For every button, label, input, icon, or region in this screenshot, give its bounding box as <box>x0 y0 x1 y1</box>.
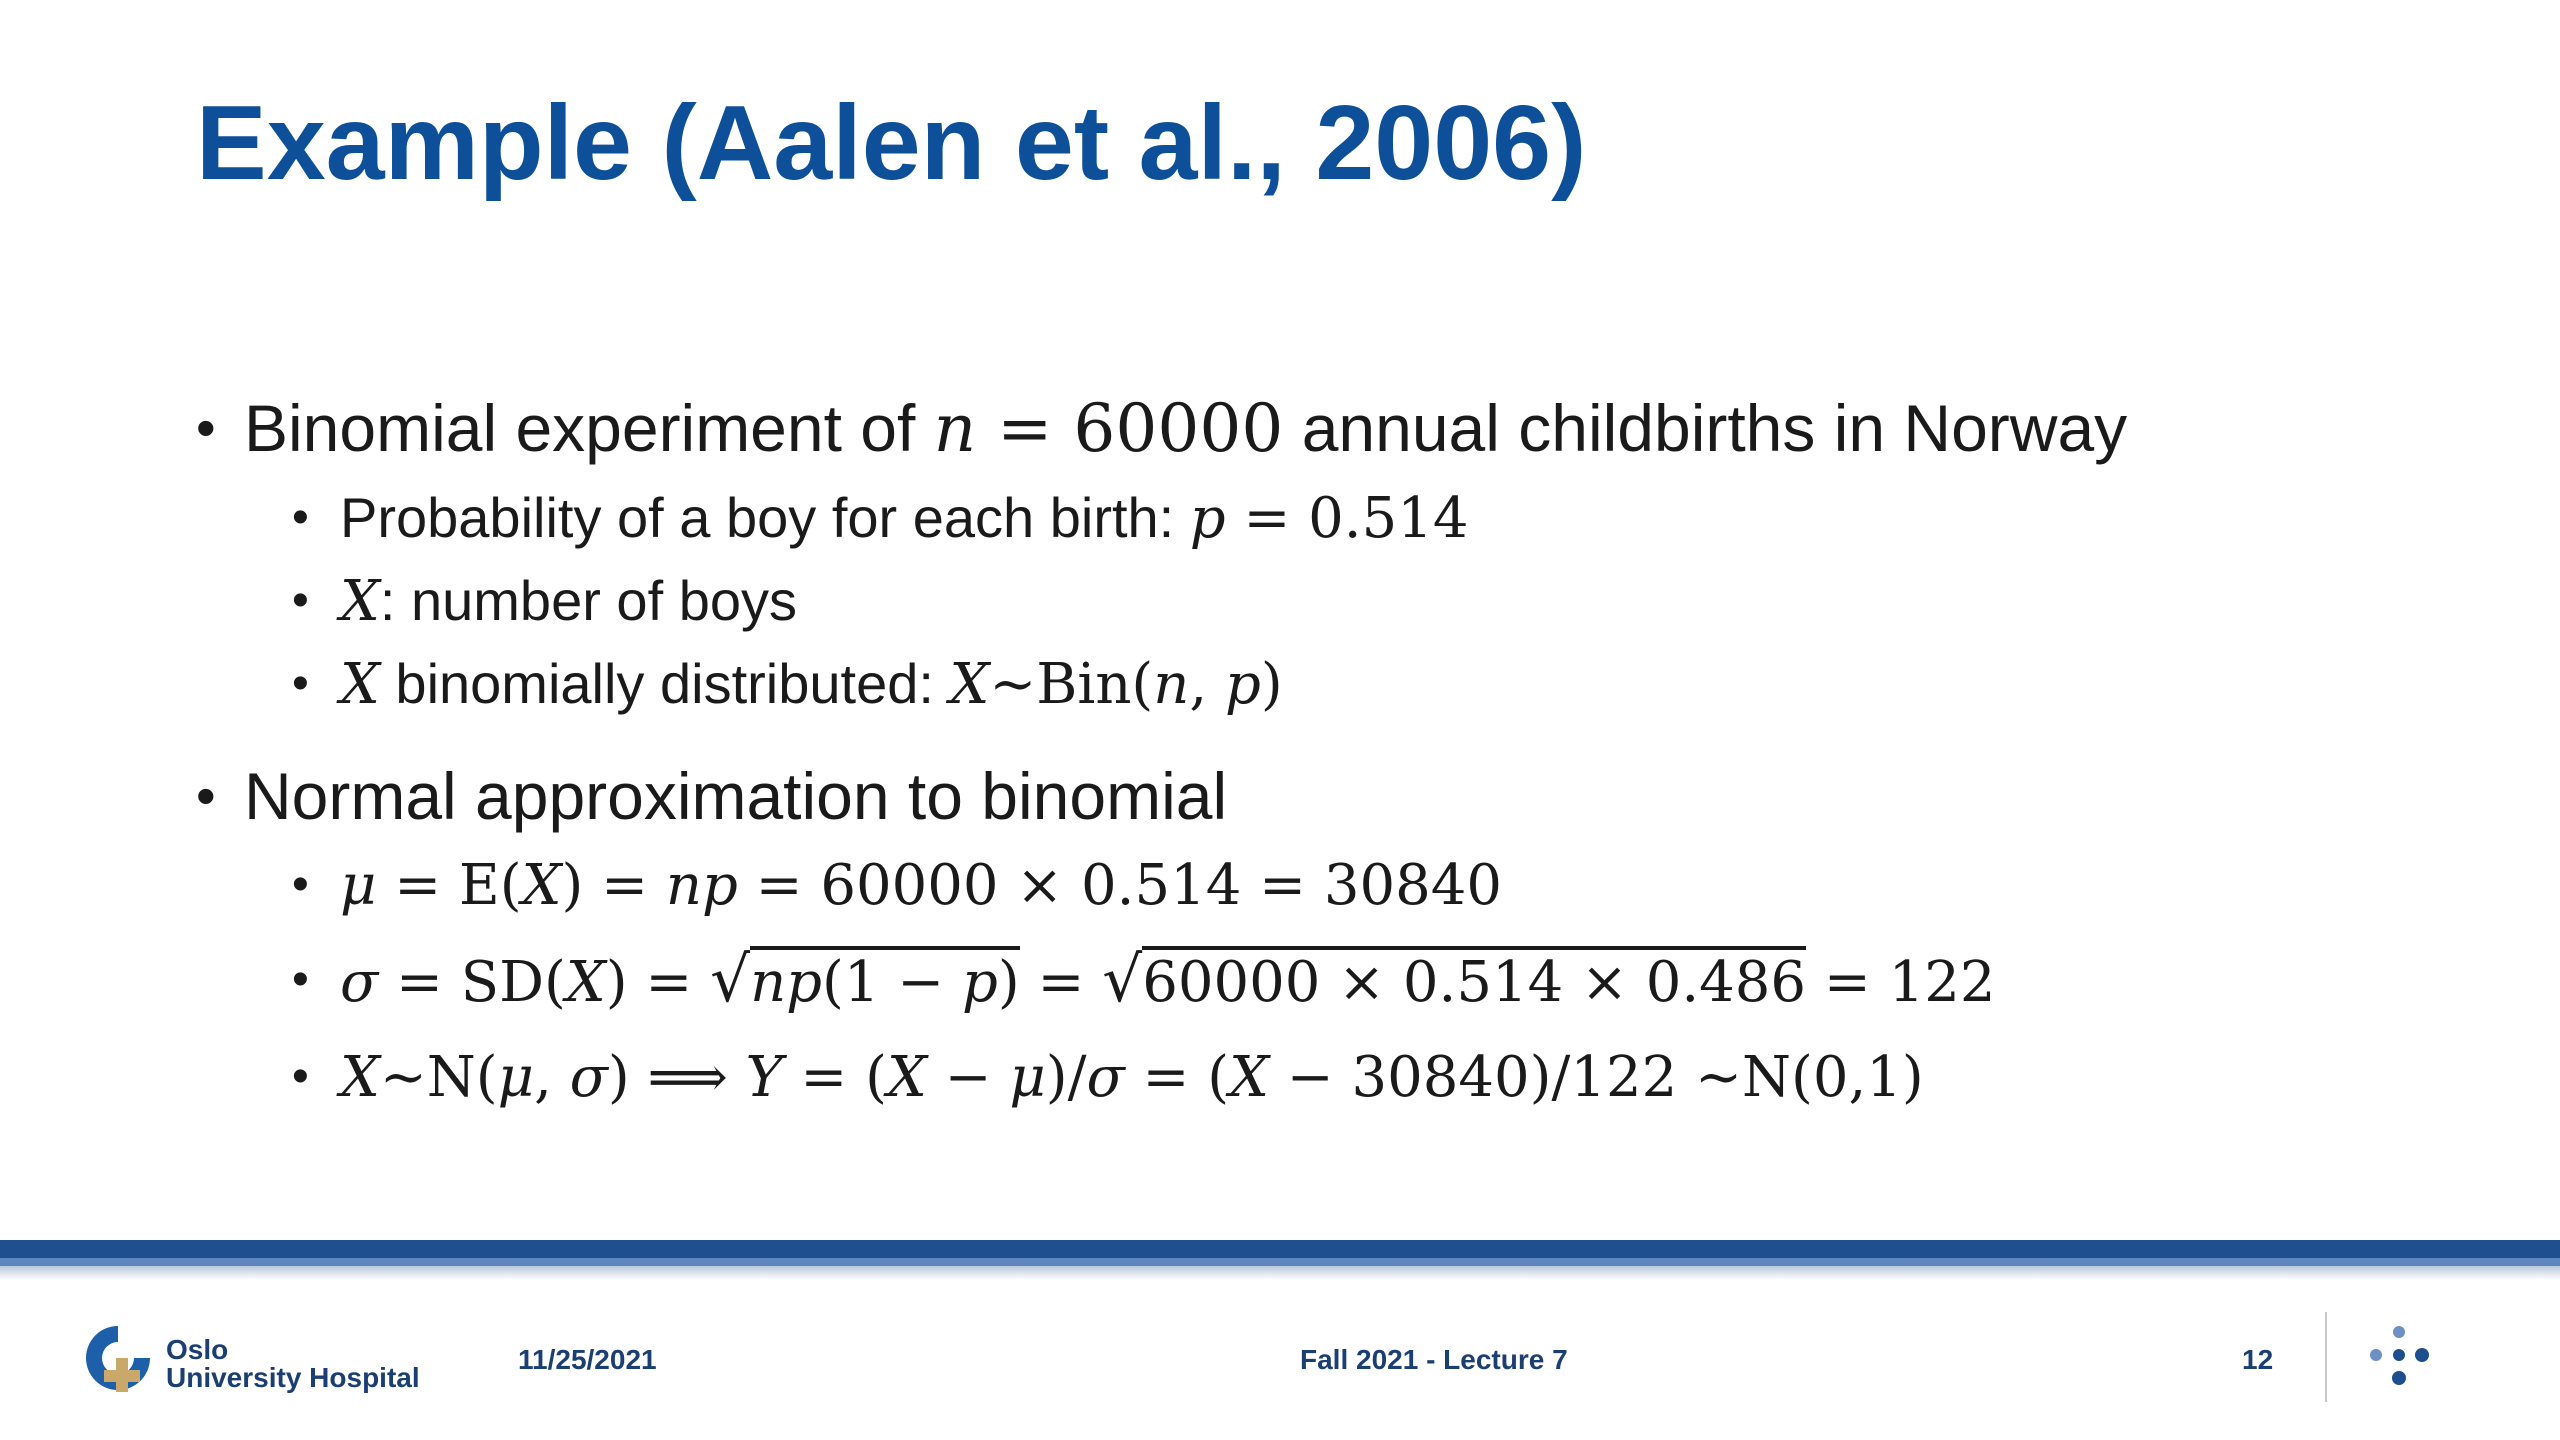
sqrt-symbol: √ <box>1102 943 1143 1016</box>
sqrt-radicand-1: np(1 − p) <box>750 946 1020 1014</box>
subbullet-standardization: • X~N(μ, σ) ⟹ Y = (X − μ)/σ = (X − 30840)/122 ~N(0,1) <box>196 1036 2456 1119</box>
logo-text-line1: Oslo <box>166 1334 229 1365</box>
bullet-dot: • <box>292 858 309 911</box>
footer-band-dark <box>0 1240 2560 1258</box>
slide-title: Example (Aalen et al., 2006) <box>196 84 1587 202</box>
sqrt-radicand-2: 60000 × 0.514 × 0.486 <box>1142 946 1806 1014</box>
navigation-dots-icon[interactable] <box>2364 1322 2434 1392</box>
bullet-dot: • <box>292 491 309 544</box>
footer-course: Fall 2021 - Lecture 7 <box>1300 1344 1568 1375</box>
bullet-normal-approximation: • Normal approximation to binomial <box>196 748 2456 844</box>
subbullet-binomially-distributed: • X binomially distributed: X~Bin(n, p) <box>196 643 2456 726</box>
bullet-dot: • <box>196 764 216 827</box>
bullet-dot: • <box>292 953 309 1006</box>
footer-band-mid <box>0 1258 2560 1266</box>
slide-content <box>196 380 2456 1119</box>
bullet-dot: • <box>292 1050 309 1103</box>
footer-band-light <box>0 1266 2560 1280</box>
logo-text <box>166 1336 420 1392</box>
subbullet-probability-boy: • Probability of a boy for each birth: p = 0.514 <box>196 477 2456 560</box>
subbullet-sd-formula: • σ = SD(X) = √np(1 − p) = √60000 × 0.514 × 0.486 = 122 <box>196 939 2456 1024</box>
bullet-dot: • <box>292 574 309 627</box>
footer-band <box>0 1240 2560 1280</box>
sqrt-symbol: √ <box>710 943 751 1016</box>
oslo-university-hospital-logo <box>78 1318 158 1398</box>
page-number: 12 <box>2242 1344 2274 1375</box>
bullet-dot: • <box>196 396 216 459</box>
logo-text-line2: University Hospital <box>166 1362 420 1393</box>
subbullet-number-of-boys: • X: number of boys <box>196 560 2456 643</box>
footer-date: 11/25/2021 <box>518 1344 657 1375</box>
subbullet-mean-formula: • μ = E(X) = np = 60000 × 0.514 = 30840 <box>196 844 2456 927</box>
bullet-binomial-experiment: • Binomial experiment of n = 60000 annual childbirths in Norway <box>196 380 2456 477</box>
footer-divider <box>2325 1312 2327 1402</box>
bullet-dot: • <box>292 657 309 710</box>
